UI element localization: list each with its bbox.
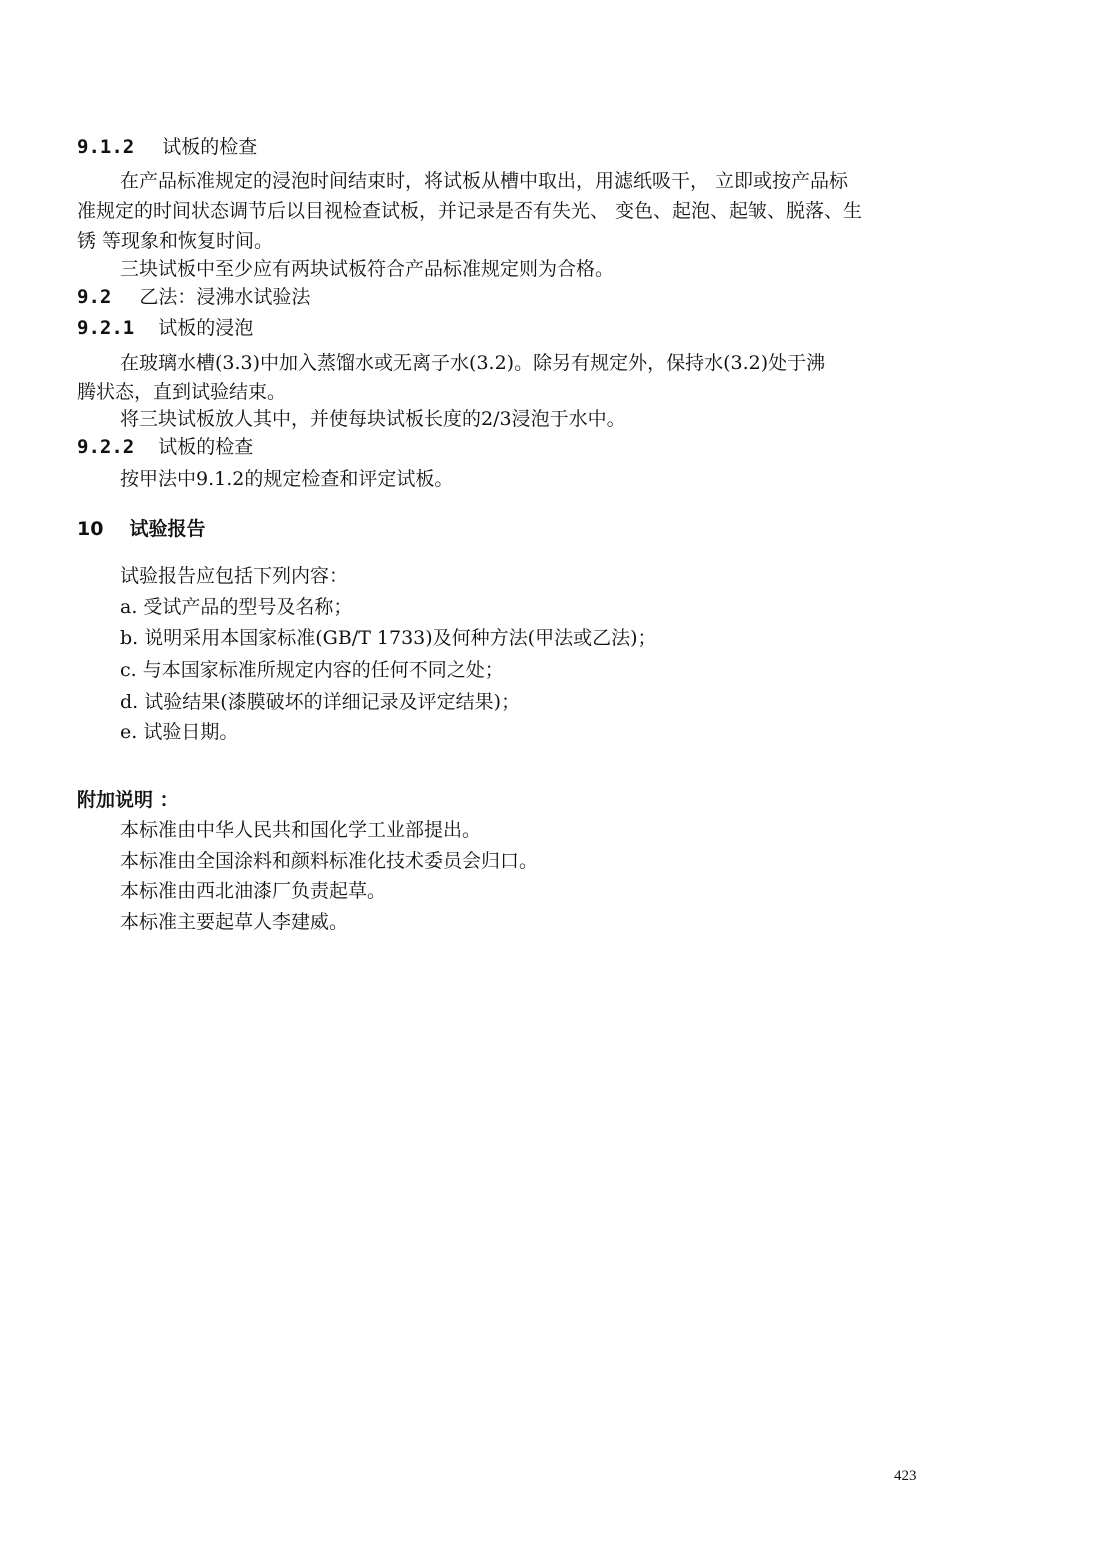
appendix-line: 本标准主要起草人李建威。 — [120, 911, 349, 933]
list-item: b. 说明采用本国家标准(GB/T 1733)及何种方法(甲法或乙法)； — [120, 627, 657, 649]
paragraph-line: 锈 等现象和恢复时间。 — [77, 230, 274, 252]
section-title: 试板的检查 — [162, 136, 258, 158]
paragraph-line: 在玻璃水槽(3.3)中加入蒸馏水或无离子水(3.2)。除另有规定外，保持水(3.2)处于沸 — [120, 352, 826, 374]
list-item: a. 受试产品的型号及名称； — [120, 596, 353, 618]
paragraph-line: 试验报告应包括下列内容： — [120, 565, 349, 587]
section-number: 9.2.1 — [77, 317, 135, 339]
section-number: 10 — [77, 518, 104, 540]
heading-10 — [77, 516, 205, 542]
heading-9-2-2 — [77, 434, 253, 460]
paragraph-line: 准规定的时间状态调节后以目视检查试板，并记录是否有失光、 变色、起泡、起皱、脱落、生 — [77, 200, 863, 222]
paragraph-line: 三块试板中至少应有两块试板符合产品标准规定则为合格。 — [120, 258, 615, 280]
list-item: d. 试验结果(漆膜破坏的详细记录及评定结果)； — [120, 691, 521, 713]
heading-9-1-2 — [77, 134, 257, 160]
section-number: 9.2.2 — [77, 436, 135, 458]
list-item: e. 试验日期。 — [120, 721, 239, 743]
page-number: 423 — [894, 1468, 917, 1484]
heading-9-2-1 — [77, 315, 253, 341]
section-title: 试板的浸泡 — [158, 317, 254, 339]
section-title: 试验报告 — [129, 518, 206, 540]
paragraph-line: 将三块试板放人其中，并使每块试板长度的2/3浸泡于水中。 — [120, 408, 626, 430]
appendix-line: 本标准由全国涂料和颜料标准化技术委员会归口。 — [120, 850, 539, 872]
heading-9-2 — [77, 284, 310, 310]
list-item: c. 与本国家标准所规定内容的任何不同之处； — [120, 659, 504, 681]
section-title: 试板的检查 — [158, 436, 254, 458]
paragraph-line: 在产品标准规定的浸泡时间结束时，将试板从槽中取出，用滤纸吸干， 立即或按产品标 — [120, 170, 849, 192]
section-title: 乙法：浸沸水试验法 — [139, 286, 311, 308]
appendix-line: 本标准由西北油漆厂负责起草。 — [120, 880, 387, 902]
paragraph-line: 腾状态，直到试验结束。 — [77, 381, 287, 403]
section-number: 9.1.2 — [77, 136, 135, 158]
paragraph-line: 按甲法中9.1.2的规定检查和评定试板。 — [120, 468, 454, 490]
section-number: 9.2 — [77, 286, 112, 308]
appendix-line: 本标准由中华人民共和国化学工业部提出。 — [120, 819, 482, 841]
appendix-title: 附加说明 ： — [77, 789, 179, 811]
